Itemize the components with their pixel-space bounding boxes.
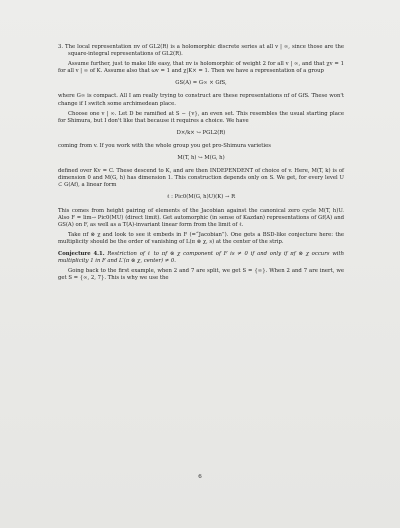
- paragraph: Choose one v | ∞. Let D be ramified at S − {v}, an even set. This resembles the usual starting place for Shimura, but I don't like that because it requires a choice. We have: [58, 110, 344, 124]
- display-equation: GS(A) = G∞ × GfS,: [175, 80, 227, 87]
- paragraph: This comes from height pairing of elements of the Jacobian against the canonical zero cycle M(T, h)U. Also F = lim→ Pic0(MU) (direct limit). Get automorphic (in sense of Kazdan) representations of Gf(A) and GS(A) on F, as well as a T(A)-invariant linear form from the limit of ℓ.: [58, 207, 344, 228]
- paragraph: coming from v. If you work with the whole group you get pro-Shimura varieties: [58, 142, 271, 149]
- body-text: [58, 44, 344, 285]
- display-equation: D×/k× ↪ PGL2(R): [176, 129, 226, 136]
- page-number: 6: [198, 474, 202, 480]
- display-equation: M(T, h) ↪ M(G, h): [177, 155, 225, 162]
- conjecture: [58, 251, 344, 265]
- paragraph: Assume further, just to make life easy, that πv is holomorphic of weight 2 for all v | ∞, and that χv = 1 for all v | ∞ of K. Assume also that ωv = 1 and χ|K× = 1. Then we have a representation of a group: [58, 61, 344, 75]
- paragraph: defined over Kv = C. These descend to K, and are then INDEPENDENT of choice of v. Here, M(T, k) is of dimension 0 and M(G, h) has dimension 1. This construction depends only on S. We get, for every level U ⊂ G(Af), a linear form: [58, 168, 344, 189]
- conjecture-text: Restriction of ℓ to πf ⊗ χ component of F is ≠ 0 if and only if πf ⊗ χ occurs with multiplicity 1 in F and L′(π ⊗ χ, center) ≠ 0.: [58, 250, 344, 265]
- paragraph: Take πf ⊗ χ and look to see it embeds in F (=“Jacobian”). One gets a BSD-like conjecture here: the multiplicity should be the order of vanishing of L(π ⊗ χ, s) at the center of the strip.: [58, 231, 344, 245]
- conjecture-label: Conjecture 4.1.: [58, 250, 105, 257]
- display-equation: ℓ : Pic0(M(G, h)U)(K) → R: [166, 194, 236, 201]
- list-item-3: 3. The local representation πv of GL2(R) is a holomorphic discrete series at all v | ∞, since those are the square-integral representations of GL2(R).: [58, 44, 344, 58]
- paragraph: Going back to the first example, when 2 and 7 are split, we get S = {∞}. When 2 and 7 are inert, we get S = {∞, 2, 7}. This is why we use the: [58, 268, 344, 282]
- paragraph: where G∞ is compact. All I am really trying to construct are these representations πf of GfS. These won't change if I switch some archimedean place.: [58, 93, 344, 107]
